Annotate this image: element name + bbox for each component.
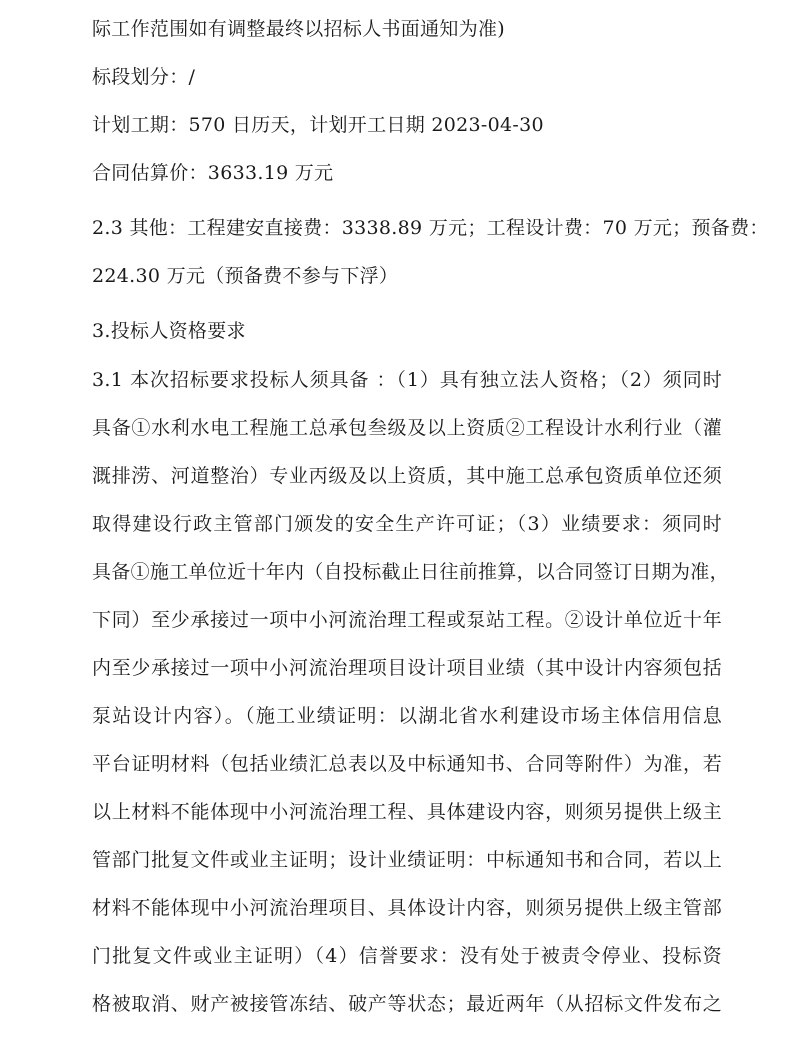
text-line-4: 合同估算价：3633.19 万元	[92, 162, 334, 184]
text-line-17: 以上材料不能体现中小河流治理工程、具体建设内容，则须另提供上级主	[92, 801, 722, 823]
text-line-15: 泵站设计内容）。（施工业绩证明：以湖北省水利建设市场主体信用信息	[92, 705, 722, 727]
text-line-10: 溉排涝、河道整治）专业丙级及以上资质，其中施工总承包资质单位还须	[92, 465, 722, 487]
text-line-20: 门批复文件或业主证明）（4）信誉要求：没有处于被责令停业、投标资	[92, 945, 722, 967]
text-line-9: 具备①水利水电工程施工总承包叁级及以上资质②工程设计水利行业（灌	[92, 417, 722, 439]
text-line-1: 际工作范围如有调整最终以招标人书面通知为准)	[92, 18, 506, 40]
text-line-6: 224.30 万元（预备费不参与下浮）	[92, 265, 399, 287]
text-line-18: 管部门批复文件或业主证明；设计业绩证明：中标通知书和合同，若以上	[92, 849, 722, 871]
text-line-19: 材料不能体现中小河流治理项目、具体设计内容，则须另提供上级主管部	[92, 897, 722, 919]
text-line-2: 标段划分：/	[92, 66, 196, 88]
text-line-21: 格被取消、财产被接管冻结、破产等状态；最近两年（从招标文件发布之	[92, 993, 722, 1015]
text-line-14: 内至少承接过一项中小河流治理项目设计项目业绩（其中设计内容须包括	[92, 657, 722, 679]
text-line-7: 3.投标人资格要求	[92, 320, 246, 342]
text-line-13: 下同）至少承接过一项中小河流治理工程或泵站工程。②设计单位近十年	[92, 609, 722, 631]
text-line-12: 具备①施工单位近十年内（自投标截止日往前推算，以合同签订日期为准，	[92, 561, 729, 583]
text-line-5: 2.3 其他：工程建安直接费：3338.89 万元；工程设计费：70 万元；预备费：	[92, 217, 769, 239]
text-line-16: 平台证明材料（包括业绩汇总表以及中标通知书、合同等附件）为准，若	[92, 753, 722, 775]
text-line-3: 计划工期：570 日历天，计划开工日期 2023-04-30	[92, 114, 544, 136]
text-line-11: 取得建设行政主管部门颁发的安全生产许可证；（3）业绩要求：须同时	[92, 513, 722, 535]
text-line-8: 3.1 本次招标要求投标人须具备 ：（1）具有独立法人资格；（2）须同时	[92, 369, 722, 391]
